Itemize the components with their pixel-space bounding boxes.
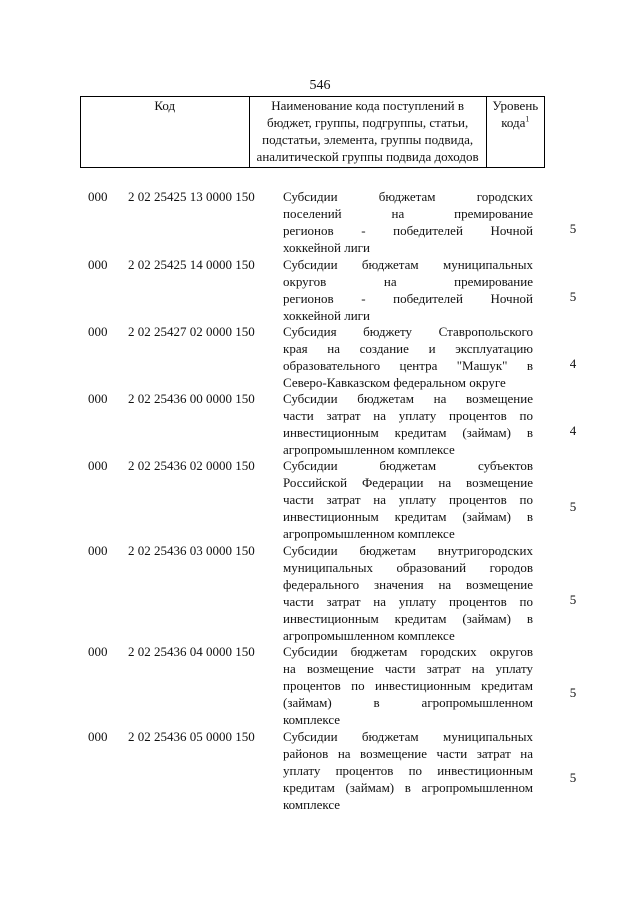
code-level: 4 — [569, 356, 577, 371]
revenue-code: 2 02 25436 04 0000 150 — [128, 644, 255, 659]
header-level-line1: Уровень — [492, 98, 539, 113]
header-name — [249, 97, 486, 168]
revenue-name — [283, 323, 533, 391]
revenue-code: 2 02 25425 13 0000 150 — [128, 189, 255, 204]
code-level: 4 — [569, 423, 577, 438]
code-level: 5 — [569, 685, 577, 700]
revenue-name-line: инвестиционным кредитам (займам) в — [283, 509, 533, 524]
revenue-name — [283, 188, 533, 256]
revenue-name — [283, 643, 533, 728]
revenue-name-line: Российской Федерации на возмещение — [283, 475, 533, 490]
revenue-name-line: Субсидии бюджетам городских — [283, 189, 533, 204]
revenue-name — [283, 256, 533, 324]
revenue-name-line: на возмещение части затрат на уплату — [283, 661, 533, 676]
header-name-line: аналитической группы подвида доходов — [256, 149, 479, 164]
revenue-name-line: образовательного центра "Машук" в — [283, 358, 533, 373]
revenue-name-line: Субсидии бюджетам городских округов — [283, 644, 533, 659]
revenue-name-line: округов на премирование — [283, 274, 533, 289]
revenue-name-line: районов на возмещение части затрат на — [283, 746, 533, 761]
header-level-word: кода — [501, 115, 526, 130]
revenue-name-line: агропромышленном комплексе — [283, 526, 455, 541]
revenue-name-line: Субсидии бюджетам внутригородских — [283, 543, 533, 558]
code-level: 5 — [569, 221, 577, 236]
revenue-name-line: кредитам (займам) в агропромышленном — [283, 780, 533, 795]
revenue-name-line: хоккейной лиги — [283, 308, 370, 323]
revenue-name-line: инвестиционным кредитам (займам) в — [283, 425, 533, 440]
header-code: Код — [81, 97, 250, 168]
revenue-name-line: уплату процентов по инвестиционным — [283, 763, 533, 778]
revenue-name-line: федерального значения на возмещение — [283, 577, 533, 592]
revenue-name-line: инвестиционным кредитам (займам) в — [283, 611, 533, 626]
page-number: 546 — [309, 78, 331, 93]
revenue-code: 2 02 25425 14 0000 150 — [128, 257, 255, 272]
admin-code: 000 — [88, 644, 108, 659]
table-header — [80, 96, 545, 168]
revenue-name-line: (займам) в агропромышленном — [283, 695, 533, 710]
revenue-name-line: регионов - победителей Ночной — [283, 291, 533, 306]
revenue-name-line: муниципальных образований городов — [283, 560, 533, 575]
revenue-name — [283, 542, 533, 644]
code-level: 5 — [569, 289, 577, 304]
admin-code: 000 — [88, 458, 108, 473]
revenue-name-line: Субсидии бюджетам субъектов — [283, 458, 533, 473]
revenue-name-line: поселений на премирование — [283, 206, 533, 221]
revenue-name-line: Субсидии бюджетам муниципальных — [283, 257, 533, 272]
revenue-name-line: Субсидии бюджетам на возмещение — [283, 391, 533, 406]
admin-code: 000 — [88, 729, 108, 744]
admin-code: 000 — [88, 391, 108, 406]
revenue-name-line: регионов - победителей Ночной — [283, 223, 533, 238]
admin-code: 000 — [88, 543, 108, 558]
revenue-name-line: агропромышленном комплексе — [283, 442, 455, 457]
revenue-name-line: процентов по инвестиционным кредитам — [283, 678, 533, 693]
revenue-name-line: комплексе — [283, 712, 341, 727]
revenue-code: 2 02 25436 05 0000 150 — [128, 729, 255, 744]
header-name-line: Наименование кода поступлений в — [271, 98, 464, 113]
revenue-name-line: части затрат на уплату процентов по — [283, 594, 533, 609]
revenue-name — [283, 728, 533, 813]
header-name-line: бюджет, группы, подгруппы, статьи, — [266, 115, 469, 130]
revenue-code: 2 02 25436 00 0000 150 — [128, 391, 255, 406]
header-level-footnote: 1 — [525, 114, 530, 124]
header-name-line: подстатьи, элемента, группы подвида, — [262, 132, 474, 147]
revenue-name-line: Субсидия бюджету Ставропольского — [283, 324, 533, 339]
code-level: 5 — [569, 770, 577, 785]
revenue-name-line: Северо-Кавказском федеральном округе — [283, 375, 506, 390]
revenue-name-line: части затрат на уплату процентов по — [283, 408, 533, 423]
revenue-name-line: края на создание и эксплуатацию — [283, 341, 533, 356]
admin-code: 000 — [88, 324, 108, 339]
revenue-name-line: части затрат на уплату процентов по — [283, 492, 533, 507]
header-level — [486, 97, 544, 168]
revenue-code: 2 02 25436 03 0000 150 — [128, 543, 255, 558]
revenue-name-line: агропромышленном комплексе — [283, 628, 455, 643]
admin-code: 000 — [88, 257, 108, 272]
revenue-name — [283, 390, 533, 458]
revenue-code: 2 02 25427 02 0000 150 — [128, 324, 255, 339]
code-level: 5 — [569, 499, 577, 514]
revenue-code: 2 02 25436 02 0000 150 — [128, 458, 255, 473]
revenue-name — [283, 457, 533, 542]
revenue-name-line: Субсидии бюджетам муниципальных — [283, 729, 533, 744]
admin-code: 000 — [88, 189, 108, 204]
revenue-name-line: комплексе — [283, 797, 341, 812]
header-level-line2 — [489, 114, 542, 131]
code-level: 5 — [569, 592, 577, 607]
revenue-name-line: хоккейной лиги — [283, 240, 370, 255]
